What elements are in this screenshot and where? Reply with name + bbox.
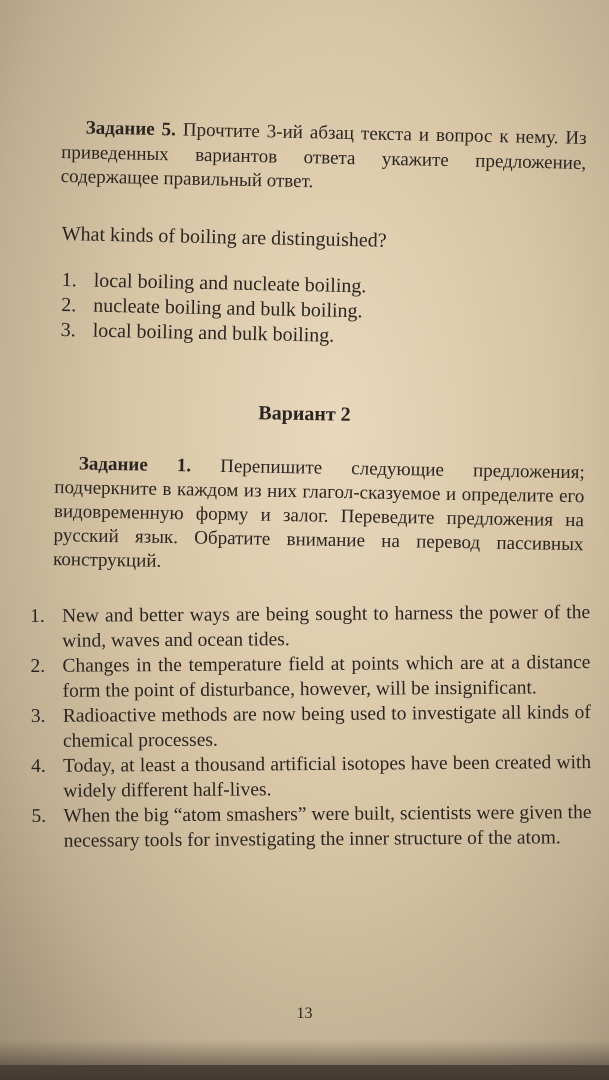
sentence-text: When the big “atom smashers” were built, scientists were given the necessary tools for investigating the inner structure of the atom.	[63, 802, 592, 852]
sentence-text: Changes in the temperature field at points which are at a distance form the point of disturbance, however, will be insignificant.	[62, 652, 591, 702]
sentence-item	[30, 650, 590, 704]
sentence-item	[30, 600, 590, 654]
task-1-paragraph	[53, 452, 585, 581]
answer-number: 3.	[60, 318, 76, 342]
sentence-text: Radioactive methods are now being used to investigate all kinds of chemical processes.	[62, 702, 591, 752]
page-number: 13	[296, 1005, 313, 1022]
task-5-paragraph	[60, 116, 586, 200]
sentence-list	[30, 600, 592, 854]
sentence-number: 5.	[31, 805, 47, 827]
sentence-item	[31, 750, 591, 804]
sentence-number: 4.	[31, 755, 46, 777]
variant-heading: Вариант 2	[258, 402, 351, 426]
answer-list	[60, 268, 581, 354]
sentence-number: 2.	[30, 655, 46, 677]
sentence-number: 3.	[30, 705, 46, 727]
task-5-label: Задание 5.	[85, 117, 177, 141]
sentence-text: New and better ways are being sought to harness the power of the wind, waves and ocean tides.	[62, 602, 591, 652]
sentence-number: 1.	[30, 605, 45, 627]
task-1-label: Задание 1.	[78, 453, 192, 477]
sentence-item	[31, 700, 591, 754]
answer-number: 2.	[60, 293, 77, 317]
answer-text: nucleate boiling and bulk boiling.	[92, 294, 363, 323]
sentence-item	[31, 800, 591, 854]
answer-text: local boiling and nucleate boiling.	[93, 269, 367, 298]
sentence-text: Today, at least a thousand artificial isotopes have been created with widely different half-lives.	[63, 752, 592, 802]
question-text: What kinds of boiling are distinguished?	[61, 222, 387, 252]
answer-text: local boiling and bulk boiling.	[92, 319, 335, 347]
answer-number: 1.	[61, 268, 77, 292]
task-1-text: Перепишите следующие предложения; подчеркните в каждом из них глагол-сказуемое и определите его видовременную форму и залог. Переведите предложения на русский язык. Обратите внимание на перевод пассивных конструкций.	[52, 455, 585, 572]
task-5-text: Прочтите 3-ий абзац текста и вопрос к нему. Из приведенных вариантов ответа укажите предложение, содержащее правильный ответ.	[60, 119, 587, 193]
page-edge-shadow	[0, 1040, 609, 1080]
